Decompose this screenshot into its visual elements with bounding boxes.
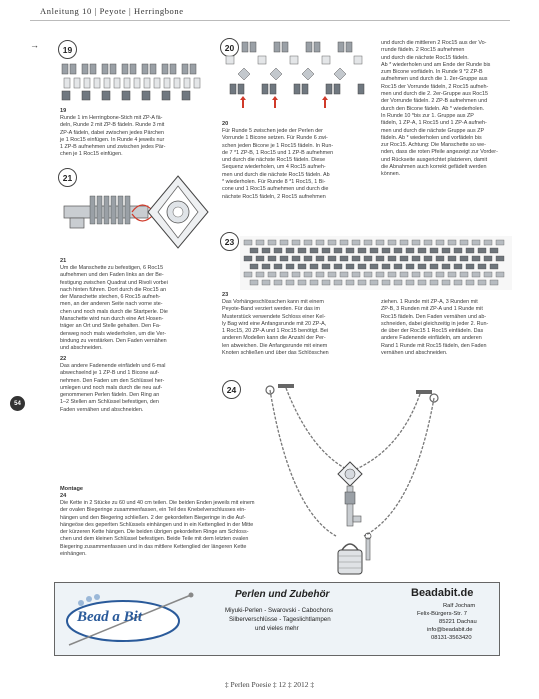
- figure-21-number: 21: [62, 172, 73, 183]
- figure-20-number: 20: [224, 42, 235, 53]
- page-number-badge: [10, 396, 25, 411]
- figure-24-number: 24: [226, 384, 237, 395]
- step-22-number: 22: [60, 356, 67, 362]
- step-22-text: Das andere Fadenende einfädeln und 6-mal abwechselnd je 1 ZP-B und 1 Bicone auf- nehmen. Den Faden um den Schlüssel her- umlegen und noch mals durch die neu auf- genommenen Perlen fädeln. Den Ring an 1–2 Stellen am Schlüssel befestigen, den Faden vernähen und abschneiden.: [60, 363, 166, 413]
- page-footer: ‡ Perlen Poesie ‡ 12 ‡ 2012 ‡: [224, 680, 315, 689]
- montage-number: 24: [60, 493, 67, 499]
- ad-contact-city: 85221 Dachau: [439, 619, 477, 625]
- ad-line-1: Miyuki-Perlen - Swarovski - Cabochons: [225, 607, 333, 614]
- figure-20-beadwork: [222, 40, 374, 118]
- step-23-text-left: Das Vorhängeschlösschen kann mit einem Peyote-Band verziert werden. Für das im Musterstück verwendete Schloss einer Kel- ly Bag wird eine Anfangsrunde mit 20 ZP-A, 1 Roc15, 20 ZP-A und 1 Roc15 benötigt. Bei anderen Modellen kann die Anzahl der Per- len abweichen. Die Anfangsrunde mit einem Knoten schließen und über das Schlösschen: [222, 299, 329, 357]
- figure-24-badge: [222, 380, 241, 399]
- step-20-number: 20: [222, 121, 229, 127]
- running-header: Anleitung 10 | Peyote | Herringbone: [40, 6, 184, 16]
- ad-contact-phone: 08131-3563420: [431, 635, 472, 641]
- step-23-number: 23: [222, 292, 229, 298]
- figure-19-beadwork: [60, 58, 210, 104]
- step-19-text: Runde 1 im Herringbone-Stich mit ZP-A fä- deln, Runde 2 mit ZP-B fädeln. Runde 3 mit ZP-A fädeln, dabei zwischen jedes Pärchen je 1 Roc15 einfügen. In Runde 4 jeweils nur 1 ZP-B aufnehmen und zwischen jedes Pär- chen je 1 Roc15 einfügen.: [60, 115, 166, 158]
- ad-contact-email[interactable]: info@beadabit.de: [427, 627, 473, 633]
- step-20-continued-text: und durch die mittleren 2 Roc15 aus der Vo- rrunde fädeln. 2 Roc15 aufnehmen und durch die nächste Roc15 fädeln. Ab * wiederholen und am Ende der Runde bis zum Bicone vorfädeln. In Runde 9 *2 ZP-B aufnehmen und durch die 1. 2er-Gruppe aus Roc15 der Vorrunde fädeln, 2 Roc15 aufneh- men und durch die 2. 2er-Gruppe aus Roc15 der Vorrunde fädeln. 2 ZP-B aufnehmen und durch den Bicone fädeln. Ab * wiederholen. In Runde 10 *bis zur 1. Gruppe aus ZP fädeln, 1 ZP-A, 1 Roc15 und 1 ZP-A aufneh- men und durch die nächste Gruppe aus ZP fädeln. Ab * wiederholen und vorfädeln bis zur Roc15. Achtung: Die Manschette so we- nden, dass die roten Pfeile angezeigt zur Vorder- und Rückseite ausgerichtet platzieren, damit die Abnahmen auch korrekt gefädelt werden können.: [381, 40, 498, 178]
- ad-website[interactable]: Beadabit.de: [411, 587, 474, 599]
- montage-title: Montage: [60, 486, 83, 492]
- ad-line-3: und vieles mehr: [255, 625, 299, 632]
- header-rule: [30, 20, 510, 21]
- page-number: 54: [14, 400, 21, 407]
- step-21-number: 21: [60, 258, 67, 264]
- figure-23-badge: [220, 232, 239, 251]
- step-23-text-right: ziehen. 1 Runde mit ZP-A, 3 Runden mit ZP-B, 3 Runden mit ZP-A und 1 Runde mit Roc15 fädeln. Den Faden vernähen und ab- schneiden, dabei gleichzeitig in jeder 2. Run- de über der Roc15 1 Roc15 einfädeln. Das andere Fadenende einfädeln, am anderen Rand 1 Runde mit Roc15 fädeln, den Faden vernähen und abschneiden.: [381, 299, 489, 357]
- figure-21-key-illustration: [60, 168, 210, 256]
- montage-text: Die Kette in 2 Stücke zu 60 und 40 cm teilen. Die beiden Enden jeweils mit einem der ovalen Biegeringe zusammenfassen, ein Teil des Knebelverschlusses ein- hängen und den Biegering schließen. 2 der gekordelten Biegeringe in die Auf- hängeöse des geperlten Schlüssels einhängen und in ein Kettenglied in der Mitte der kürzeren Kette hängen. Die beiden übrigen gekordelten Ringe am Schloss- chen und dem kleinen Schlüssel befestigen. Beide Teile mit dem letzten ovalen Biegering zusammenfassen und in das mittlere Kettenglied der längeren Kette einhängen.: [60, 500, 255, 558]
- figure-19-number: 19: [62, 44, 73, 55]
- ad-headline: Perlen und Zubehör: [235, 589, 330, 600]
- step-20-text: Für Runde 5 zwischen jede der Perlen der Vorrunde 1 Bicone setzen. Für Runde 6 zwi- schen jeden Bicone je 1 Roc15 fädeln. In Run- de 7 *1 ZP-B, 1 Roc15 und 1 ZP-B aufnehmen und durch die nächste Roc15 fädeln. Diese Sequenz wiederholen, um 4 Roc15 aufneh- men und durch die nächste Roc15 fädeln. Ab * wiederholen. Für Runde 8 *1 Roc15, 1 Bi- cone und 1 Roc15 aufnehmen und durch die nächste Roc15 fädeln, 2 Roc15 aufnehmen: [222, 128, 334, 200]
- figure-24-necklace: [250, 380, 450, 582]
- step-21-text: Um die Manschette zu befestigen, 6 Roc15 aufnehmen und den Faden links an der Be- festigung zwischen Quadrat und Rivoli vorbei nach hinten führen. Dort durch die Roc15 an der Manschette stechen, 6 Roc15 aufneh- men, an der anderen Seite nach vorne ste- chen und noch mals durch die Startperle. Die Manschette wird nun durch eine Art Hosen- träger an Ort und Stelle gehalten. Den Fa- denweg noch mals wiederholen, um die Ver- bindung zu verstärken. Den Faden vernähen und abschneiden.: [60, 265, 168, 352]
- ad-logo-text: Bead a Bit: [77, 609, 143, 625]
- figure-23-number: 23: [224, 236, 235, 247]
- ad-line-2: Silberverschlüsse - Tageslichtlampen: [229, 616, 331, 623]
- ad-contact-name: Ralf Jocham: [443, 603, 476, 609]
- step-19-number: 19: [60, 108, 67, 114]
- arrow-right-icon: →: [30, 40, 39, 50]
- ad-contact-street: Felix-Bürgers-Str. 7: [417, 611, 467, 617]
- advertisement-box: [54, 582, 500, 656]
- figure-23-peyote-band: [240, 236, 512, 290]
- figure-19-badge: [58, 40, 77, 59]
